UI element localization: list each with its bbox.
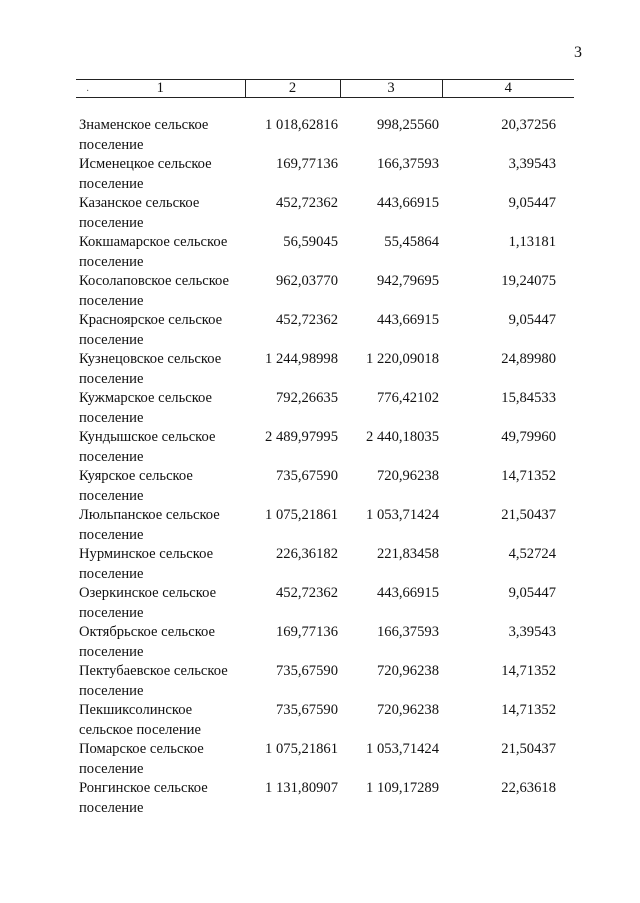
settlement-name-line: поселение [79, 370, 144, 387]
settlement-name-line: Помарское сельское [79, 741, 204, 757]
value-cell-c2: 452,72362 [275, 585, 338, 601]
table-row [76, 194, 574, 233]
header-mark: · [86, 86, 90, 97]
column-header-label: 1 [156, 80, 164, 96]
value-cell-c2: 452,72362 [275, 312, 338, 328]
settlement-name-cell [76, 350, 245, 389]
settlement-name-cell [76, 467, 245, 506]
value-cell-c4: 14,71352 [501, 702, 556, 718]
settlement-name-cell [76, 428, 245, 467]
table-row [76, 272, 574, 311]
value-cell-c4: 14,71352 [501, 468, 556, 484]
value-cell-c2: 735,67590 [275, 702, 338, 718]
data-table [76, 79, 574, 818]
value-cell-c2: 226,36182 [275, 546, 338, 562]
settlement-name-cell [76, 662, 245, 701]
settlement-name-line: поселение [79, 643, 144, 660]
value-cell-c3: 1 220,09018 [366, 351, 439, 367]
settlement-name-line: Куярское сельское [79, 468, 193, 484]
settlement-name-line: поселение [79, 448, 144, 465]
settlement-name-cell [76, 311, 245, 350]
settlement-name-cell [76, 701, 245, 740]
table-row [76, 389, 574, 428]
table-row [76, 584, 574, 623]
settlement-name-line: Косолаповское сельское [79, 273, 230, 289]
value-cell-c2: 792,26635 [275, 390, 338, 406]
settlement-name-line: Красноярское сельское [79, 312, 223, 328]
settlement-name-cell [76, 584, 245, 623]
value-cell-c2: 1 075,21861 [265, 507, 338, 523]
settlement-name-line: Пекшиксолинское [79, 702, 193, 718]
settlement-name-line: поселение [79, 409, 144, 426]
settlement-name-line: поселение [79, 487, 144, 504]
column-header: 3 [340, 80, 442, 98]
table-row [76, 428, 574, 467]
table-row [76, 350, 574, 389]
value-cell-c2: 1 075,21861 [265, 741, 338, 757]
value-cell-c2: 169,77136 [275, 156, 338, 172]
value-cell-c2: 1 018,62816 [265, 117, 338, 133]
value-cell-c2: 735,67590 [275, 663, 338, 679]
value-cell-c2: 169,77136 [275, 624, 338, 640]
value-cell-c4: 3,39543 [508, 624, 556, 640]
settlement-name-line: поселение [79, 799, 144, 816]
settlement-name-cell [76, 98, 245, 156]
settlement-name-cell [76, 740, 245, 779]
settlement-name-cell [76, 389, 245, 428]
settlement-name-line: Нурминское сельское [79, 546, 214, 562]
value-cell-c3: 998,25560 [376, 117, 439, 133]
value-cell-c3: 720,96238 [376, 468, 439, 484]
value-cell-c3: 1 109,17289 [366, 780, 439, 796]
value-cell-c2: 735,67590 [275, 468, 338, 484]
value-cell-c3: 221,83458 [376, 546, 439, 562]
value-cell-c4: 9,05447 [508, 312, 556, 328]
value-cell-c4: 9,05447 [508, 585, 556, 601]
settlement-name-cell [76, 506, 245, 545]
table-header-row [76, 80, 574, 98]
value-cell-c2: 1 244,98998 [265, 351, 338, 367]
settlement-name-line: Кокшамарское сельское [79, 234, 228, 250]
value-cell-c4: 21,50437 [501, 741, 556, 757]
column-header: 2 [245, 80, 340, 98]
settlement-name-line: Люльпанское сельское [79, 507, 220, 523]
table-body [76, 98, 574, 819]
value-cell-c3: 443,66915 [376, 195, 439, 211]
value-cell-c4: 1,13181 [508, 234, 556, 250]
table-row [76, 779, 574, 818]
table-row [76, 311, 574, 350]
value-cell-c4: 21,50437 [501, 507, 556, 523]
settlement-name-line: сельское поселение [79, 721, 201, 738]
value-cell-c2: 56,59045 [283, 234, 338, 250]
settlement-name-line: поселение [79, 136, 144, 153]
settlement-name-cell [76, 779, 245, 818]
value-cell-c3: 443,66915 [376, 312, 439, 328]
settlement-name-line: Кузнецовское сельское [79, 351, 222, 367]
value-cell-c4: 24,89980 [501, 351, 556, 367]
value-cell-c4: 20,37256 [501, 117, 556, 133]
settlement-name-line: Казанское сельское [79, 195, 200, 211]
value-cell-c4: 49,79960 [501, 429, 556, 445]
value-cell-c4: 3,39543 [508, 156, 556, 172]
settlement-name-line: поселение [79, 175, 144, 192]
column-header [76, 80, 245, 98]
value-cell-c2: 1 131,80907 [265, 780, 338, 796]
settlement-name-line: поселение [79, 292, 144, 309]
value-cell-c3: 166,37593 [376, 156, 439, 172]
value-cell-c4: 9,05447 [508, 195, 556, 211]
table-row [76, 662, 574, 701]
table-row [76, 740, 574, 779]
value-cell-c3: 776,42102 [376, 390, 439, 406]
value-cell-c3: 1 053,71424 [366, 741, 439, 757]
table-row [76, 467, 574, 506]
value-cell-c3: 443,66915 [376, 585, 439, 601]
table-row [76, 623, 574, 662]
settlement-name-line: Исменецкое сельское [79, 156, 212, 172]
settlement-name-cell [76, 545, 245, 584]
table-row [76, 506, 574, 545]
settlement-name-line: Кундышское сельское [79, 429, 216, 445]
value-cell-c3: 166,37593 [376, 624, 439, 640]
column-header: 4 [442, 80, 574, 98]
data-table-container [76, 79, 574, 818]
value-cell-c3: 942,79695 [376, 273, 439, 289]
value-cell-c3: 55,45864 [384, 234, 439, 250]
settlement-name-cell [76, 272, 245, 311]
value-cell-c2: 452,72362 [275, 195, 338, 211]
settlement-name-line: Октябрьское сельское [79, 624, 215, 640]
value-cell-c2: 2 489,97995 [265, 429, 338, 445]
page-number: 3 [574, 44, 582, 61]
value-cell-c3: 720,96238 [376, 702, 439, 718]
settlement-name-line: поселение [79, 565, 144, 582]
value-cell-c3: 720,96238 [376, 663, 439, 679]
settlement-name-line: поселение [79, 253, 144, 270]
settlement-name-line: поселение [79, 604, 144, 621]
table-row [76, 233, 574, 272]
settlement-name-line: поселение [79, 760, 144, 777]
settlement-name-line: Озеркинское сельское [79, 585, 217, 601]
value-cell-c3: 1 053,71424 [366, 507, 439, 523]
settlement-name-cell [76, 194, 245, 233]
value-cell-c4: 15,84533 [501, 390, 556, 406]
settlement-name-line: поселение [79, 526, 144, 543]
value-cell-c3: 2 440,18035 [366, 429, 439, 445]
value-cell-c4: 19,24075 [501, 273, 556, 289]
table-row [76, 155, 574, 194]
value-cell-c2: 962,03770 [275, 273, 338, 289]
settlement-name-cell [76, 623, 245, 662]
settlement-name-line: Кужмарское сельское [79, 390, 213, 406]
table-row [76, 701, 574, 740]
table-row [76, 545, 574, 584]
table-row [76, 98, 574, 156]
value-cell-c4: 4,52724 [508, 546, 556, 562]
value-cell-c4: 14,71352 [501, 663, 556, 679]
settlement-name-cell [76, 155, 245, 194]
value-cell-c4: 22,63618 [501, 780, 556, 796]
settlement-name-line: поселение [79, 682, 144, 699]
settlement-name-line: поселение [79, 331, 144, 348]
settlement-name-line: поселение [79, 214, 144, 231]
settlement-name-line: Пектубаевское сельское [79, 663, 228, 679]
settlement-name-line: Ронгинское сельское [79, 780, 208, 796]
settlement-name-cell [76, 233, 245, 272]
settlement-name-line: Знаменское сельское [79, 117, 209, 133]
